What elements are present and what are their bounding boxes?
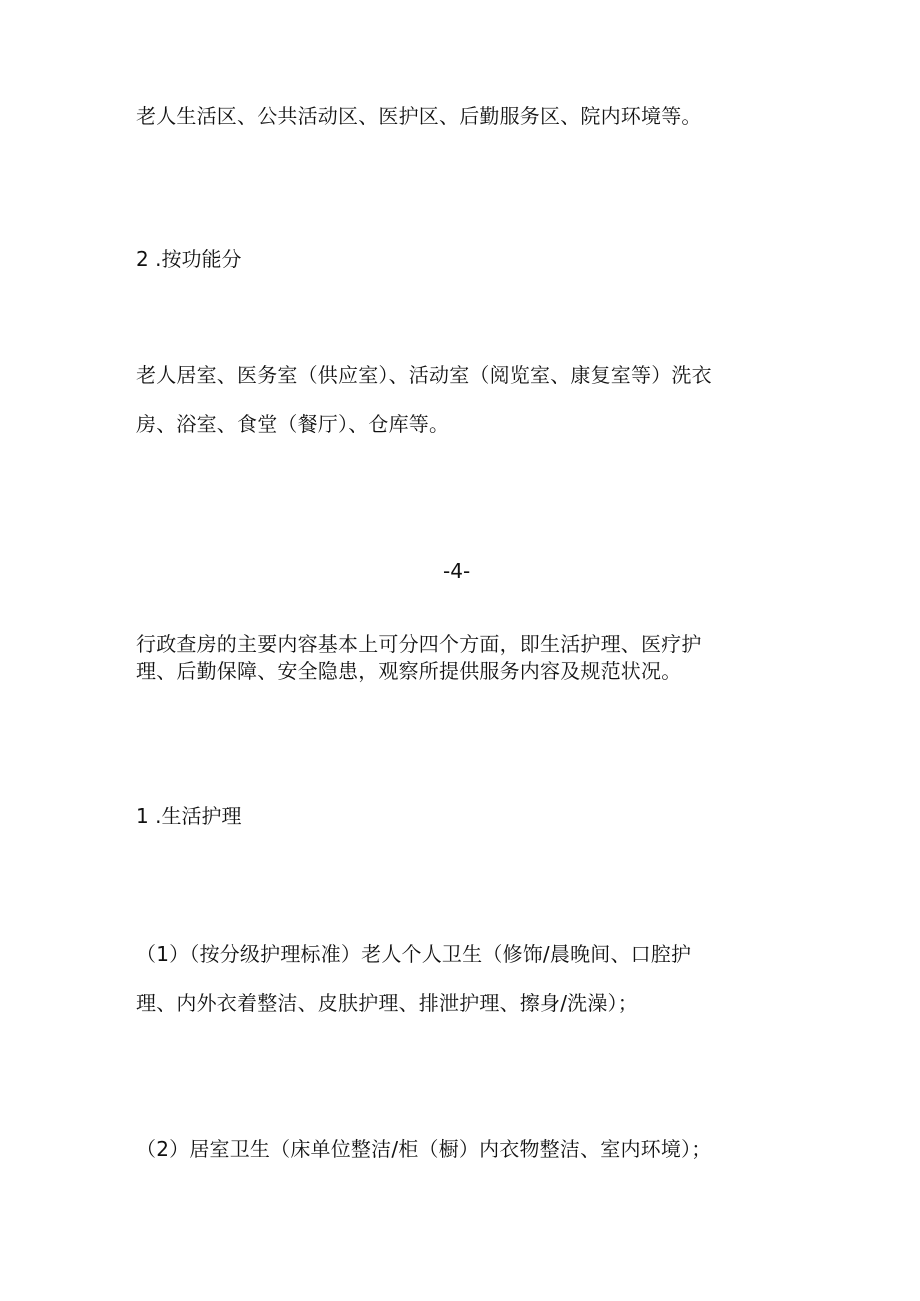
inspection-intro-line-1: 行政查房的主要内容基本上可分四个方面，即生活护理、医疗护 (136, 632, 702, 656)
inspection-intro-line-2: 理、后勤保障、安全隐患，观察所提供服务内容及规范状况。 (136, 659, 682, 683)
care-item-1-line-1: （1）（按分级护理标准）老人个人卫生（修饰/晨晚间、口腔护 (136, 942, 692, 966)
daily-care-heading: 1 .生活护理 (136, 804, 242, 828)
room-list-line-1: 老人居室、医务室（供应室）、活动室（阅览室、康复室等）洗衣 (136, 363, 712, 387)
page-number: -4- (443, 559, 471, 583)
area-list-paragraph: 老人生活区、公共活动区、医护区、后勤服务区、院内环境等。 (136, 104, 702, 128)
room-list-line-2: 房、浴室、食堂（餐厅）、仓库等。 (136, 412, 450, 436)
function-heading: 2 .按功能分 (136, 247, 242, 271)
care-item-1-line-2: 理、内外衣着整洁、皮肤护理、排泄护理、擦身/洗澡）； (136, 991, 638, 1015)
care-item-2-line: （2）居室卫生（床单位整洁/柜（橱）内衣物整洁、室内环境）； (136, 1137, 712, 1161)
